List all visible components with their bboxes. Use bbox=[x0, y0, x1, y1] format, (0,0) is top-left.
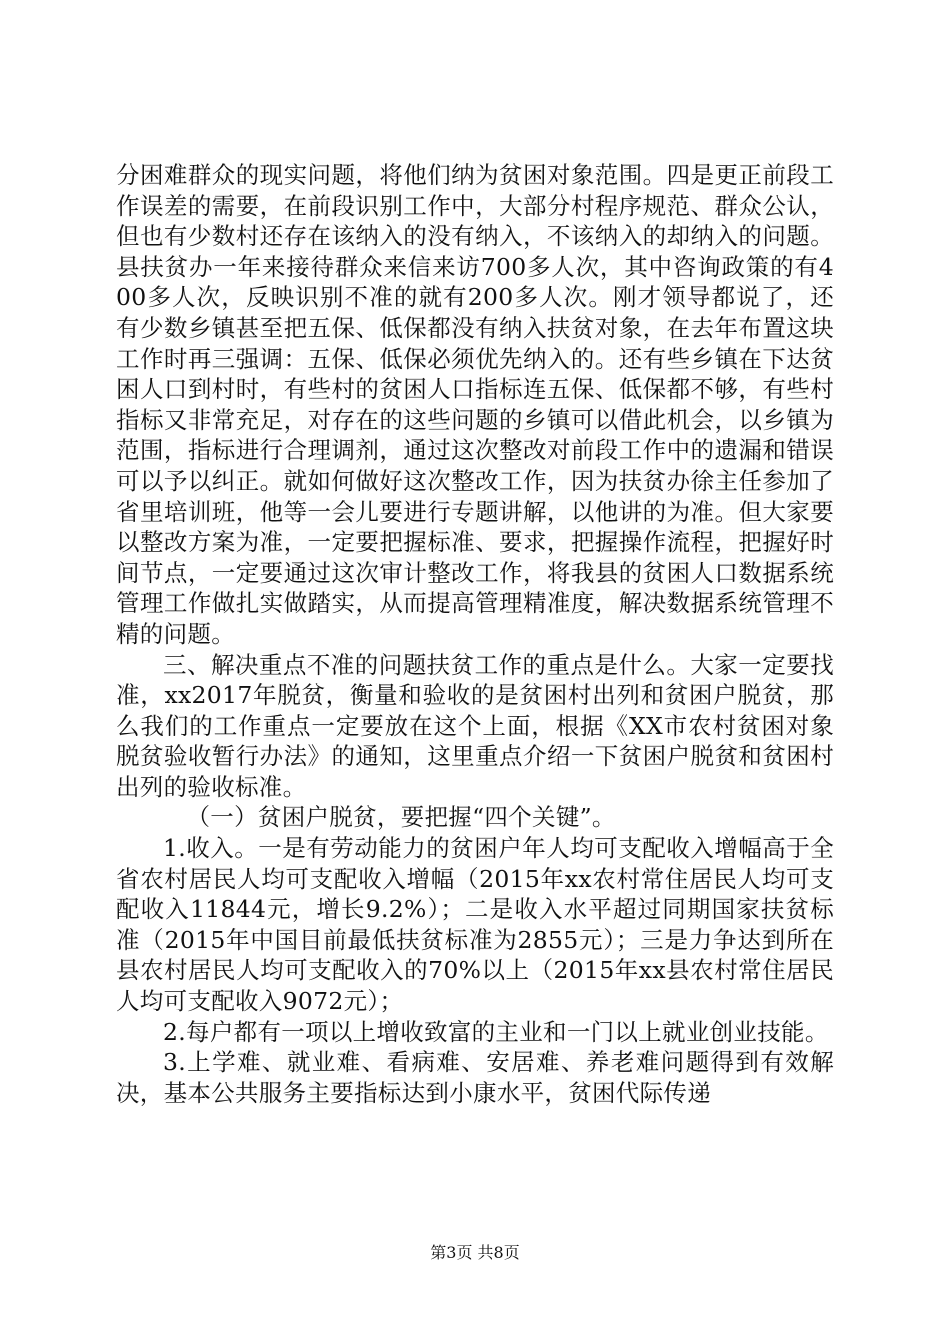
paragraph-2: 三、解决重点不准的问题扶贫工作的重点是什么。大家一定要找准，xx2017年脱贫，衡量和验收的是贫困村出列和贫困户脱贫，那么我们的工作重点一定要放在这个上面，根据《XX市农村贫困对象脱贫验收暂行办法》的通知，这里重点介绍一下贫困户脱贫和贫困村出列的验收标准。 bbox=[116, 650, 834, 801]
paragraph-6: 3.上学难、就业难、看病难、安居难、养老难问题得到有效解决，基本公共服务主要指标达到小康水平，贫困代际传递 bbox=[116, 1048, 834, 1107]
page-number-label: 第3页 共8页 bbox=[430, 1243, 520, 1262]
document-body bbox=[116, 160, 834, 1108]
paragraph-3-heading: （一）贫困户脱贫，要把握“四个关键”。 bbox=[186, 803, 616, 832]
page-footer bbox=[0, 1243, 950, 1263]
paragraph-1: 分困难群众的现实问题，将他们纳为贫困对象范围。四是更正前段工作误差的需要，在前段识别工作中，大部分村程序规范、群众公认，但也有少数村还存在该纳入的没有纳入，不该纳入的却纳入的问题。县扶贫办一年来接待群众来信来访700多人次，其中咨询政策的有400多人次，反映识别不准的就有200多人次。刚才领导都说了，还有少数乡镇甚至把五保、低保都没有纳入扶贫对象，在去年布置这块工作时再三强调：五保、低保必须优先纳入的。还有些乡镇在下达贫困人口到村时，有些村的贫困人口指标连五保、低保都不够，有些村指标又非常充足，对存在的这些问题的乡镇可以借此机会，以乡镇为范围，指标进行合理调剂，通过这次整改对前段工作中的遗漏和错误可以予以纠正。就如何做好这次整改工作，因为扶贫办徐主任参加了省里培训班，他等一会儿要进行专题讲解，以他讲的为准。但大家要以整改方案为准，一定要把握标准、要求，把握操作流程，把握好时间节点，一定要通过这次审计整改工作，将我县的贫困人口数据系统管理工作做扎实做踏实，从而提高管理精准度，解决数据系统管理不精的问题。 bbox=[116, 161, 834, 648]
paragraph-4: 1.收入。一是有劳动能力的贫困户年人均可支配收入增幅高于全省农村居民人均可支配收入增幅（2015年xx农村常住居民人均可支配收入11844元，增长9.2%）；二是收入水平超过同期国家扶贫标准（2015年中国目前最低扶贫标准为2855元）；三是力争达到所在县农村居民人均可支配收入的70%以上（2015年xx县农村常住居民人均可支配收入9072元）； bbox=[116, 834, 834, 1016]
paragraph-5: 2.每户都有一项以上增收致富的主业和一门以上就业创业技能。 bbox=[163, 1017, 829, 1046]
